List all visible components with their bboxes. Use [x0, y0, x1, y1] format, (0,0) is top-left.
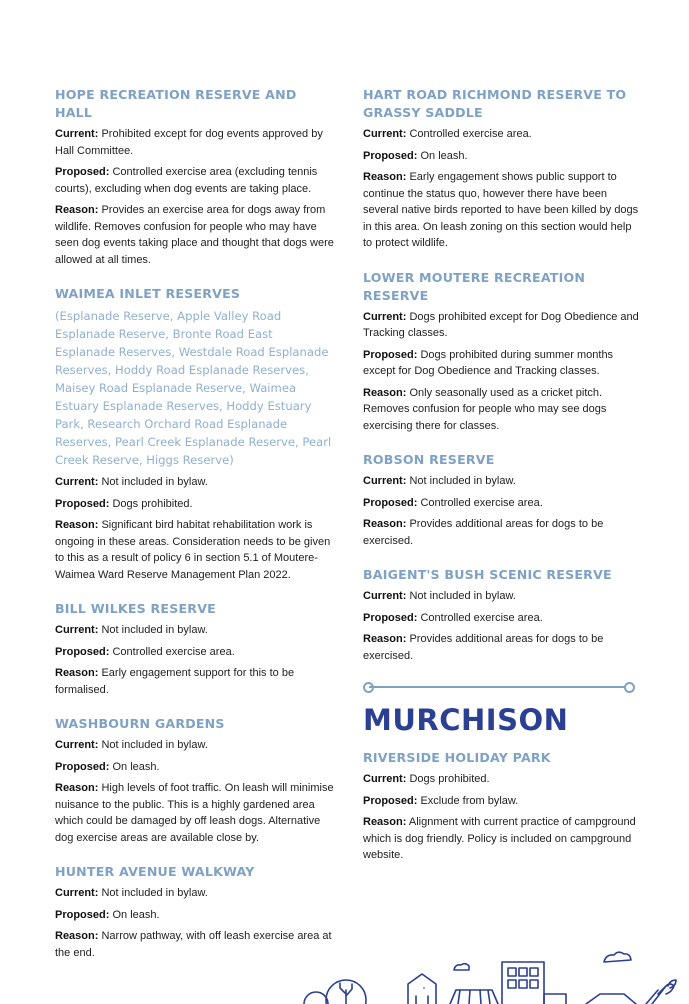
proposed-entry — [55, 907, 335, 924]
proposed-label: Proposed: — [363, 611, 418, 624]
section-title: HART ROAD RICHMOND RESERVE TO GRASSY SADDLE — [363, 87, 627, 120]
section-title: LOWER MOUTERE RECREATION RESERVE — [363, 269, 586, 303]
reserve-section-lower-moutere-recreation-reserve — [363, 269, 643, 435]
proposed-label: Proposed: — [55, 497, 110, 510]
proposed-entry — [55, 496, 335, 513]
reserve-section-baigent-s-bush-scenic-reserve — [363, 566, 643, 664]
reason-label: Reason: — [55, 667, 99, 679]
right-sections — [363, 86, 643, 664]
reason-entry — [363, 631, 643, 664]
current-label: Current: — [363, 475, 407, 487]
proposed-text: Controlled exercise area (excluding tennis courts), excluding when dog events are taking place. — [55, 166, 318, 195]
reason-entry — [363, 385, 643, 435]
proposed-text: On leash. — [112, 908, 160, 921]
current-label: Current: — [55, 476, 99, 488]
reason-entry — [363, 169, 643, 252]
proposed-entry — [363, 148, 643, 165]
section-title: RIVERSIDE HOLIDAY PARK — [363, 750, 551, 765]
section-title: WAIMEA INLET RESERVES — [55, 286, 241, 301]
reason-text: Early engagement shows public support to continue the status quo, however there have been several native birds reported to have been killed by dogs in this area. On leash zoning on this section would help to protect wildlife. — [363, 171, 639, 249]
proposed-label: Proposed: — [55, 645, 110, 658]
proposed-label: Proposed: — [55, 760, 110, 773]
current-entry — [363, 309, 643, 342]
proposed-entry — [55, 759, 335, 776]
proposed-label: Proposed: — [363, 496, 418, 509]
reason-text: High levels of foot traffic. On leash will minimise nuisance to the public. This is a highly gardened area which could be damaged by off leash dogs. Alternative dog exercise areas are available close by. — [55, 782, 334, 844]
reserve-section-waimea-inlet-reserves — [55, 285, 335, 583]
current-entry — [363, 771, 643, 788]
reserve-section-robson-reserve — [363, 451, 643, 549]
reserve-section-washbourn-gardens — [55, 715, 335, 846]
current-label: Current: — [55, 624, 99, 636]
reason-label: Reason: — [363, 633, 407, 645]
proposed-text: Dogs prohibited during summer months except for Dog Obedience and Tracking classes. — [363, 348, 614, 377]
proposed-text: Controlled exercise area. — [112, 645, 235, 658]
current-label: Current: — [363, 310, 407, 323]
reason-text: Provides additional areas for dogs to be exercised. — [363, 633, 604, 662]
reason-entry — [55, 202, 335, 268]
reserve-section-hope-recreation-reserve-and-hall — [55, 86, 335, 268]
reserve-section-hart-road-richmond-reserve-to-grassy-saddle — [363, 86, 643, 252]
current-entry — [55, 622, 335, 639]
reason-text: Narrow pathway, with off leash exercise area at the end. — [55, 930, 332, 959]
current-text: Controlled exercise area. — [409, 128, 532, 140]
divider-dot-icon — [624, 682, 635, 693]
proposed-entry — [363, 610, 643, 627]
section-divider — [363, 681, 635, 693]
reason-label: Reason: — [55, 519, 99, 531]
proposed-entry — [55, 164, 335, 197]
cloud-icon — [604, 952, 631, 962]
current-text: Not included in bylaw. — [101, 739, 208, 751]
current-label: Current: — [363, 590, 407, 602]
proposed-entry — [363, 347, 643, 380]
proposed-label: Proposed: — [363, 794, 418, 807]
proposed-label: Proposed: — [55, 908, 110, 921]
section-title: BILL WILKES RESERVE — [55, 601, 216, 616]
reason-entry — [363, 814, 643, 864]
awning-icon — [450, 990, 498, 1004]
left-column — [55, 86, 335, 978]
proposed-text: Exclude from bylaw. — [420, 794, 519, 807]
current-label: Current: — [55, 128, 99, 140]
proposed-text: Controlled exercise area. — [420, 496, 543, 509]
divider-line — [369, 686, 629, 688]
current-entry — [55, 885, 335, 902]
section-title: WASHBOURN GARDENS — [55, 716, 225, 731]
proposed-entry — [363, 793, 643, 810]
reserve-section-bill-wilkes-reserve — [55, 600, 335, 698]
reason-text: Alignment with current practice of campground which is dog friendly. Policy is included on campground website. — [363, 816, 636, 861]
reason-label: Reason: — [55, 930, 99, 942]
section-title: HOPE RECREATION RESERVE AND HALL — [55, 87, 297, 120]
reason-label: Reason: — [55, 782, 99, 794]
current-entry — [363, 473, 643, 490]
reserve-section-hunter-avenue-walkway — [55, 863, 335, 961]
current-label: Current: — [55, 739, 99, 751]
current-entry — [55, 737, 335, 754]
proposed-label: Proposed: — [363, 348, 418, 361]
proposed-entry — [363, 495, 643, 512]
proposed-text: On leash. — [420, 149, 468, 162]
region-sections — [363, 749, 643, 864]
current-text: Prohibited except for dog events approved by Hall Committee. — [55, 128, 323, 157]
current-entry — [55, 126, 335, 159]
cloud-icon — [454, 964, 469, 970]
house-icon — [408, 974, 436, 1004]
reason-text: Provides an exercise area for dogs away from wildlife. Removes confusion for people who may have seen dog events taking place and thought that dogs were allowed at all times. — [55, 204, 334, 266]
proposed-label: Proposed: — [55, 166, 110, 178]
current-label: Current: — [363, 773, 407, 785]
reason-text: Provides additional areas for dogs to be exercised. — [363, 518, 604, 547]
current-text: Not included in bylaw. — [409, 590, 516, 602]
plant-icon — [646, 980, 676, 1004]
current-text: Not included in bylaw. — [101, 476, 208, 488]
reason-label: Reason: — [363, 518, 407, 530]
current-text: Not included in bylaw. — [409, 475, 516, 487]
current-entry — [363, 588, 643, 605]
current-text: Not included in bylaw. — [101, 887, 208, 899]
proposed-entry — [55, 644, 335, 661]
section-title: HUNTER AVENUE WALKWAY — [55, 864, 255, 879]
reason-label: Reason: — [363, 171, 407, 183]
proposed-label: Proposed: — [363, 149, 418, 162]
current-text: Not included in bylaw. — [101, 624, 208, 636]
section-title: BAIGENT'S BUSH SCENIC RESERVE — [363, 567, 612, 582]
reason-text: Significant bird habitat rehabilitation work is ongoing in these areas. Consideration needs to be given to this as a result of policy 6 in section 5.1 of Moutere-Waimea Ward Reserve Management Plan 2022. — [55, 519, 331, 581]
reason-label: Reason: — [55, 204, 99, 216]
proposed-text: Dogs prohibited. — [112, 497, 193, 510]
section-title: ROBSON RESERVE — [363, 452, 495, 467]
proposed-text: On leash. — [112, 760, 160, 773]
proposed-text: Controlled exercise area. — [420, 611, 543, 624]
section-subtitle: (Esplanade Reserve, Apple Valley Road Esplanade Reserve, Bronte Road East Esplanade Reserves, Westdale Road Esplanade Reserves, Hoddy Road Esplanade Reserves, Maisey Road Esplanade Reserve, Waimea Estuary Esplanade Reserves, Hoddy Estuary Park, Research Orchard Road Esplanade Reserves, Pearl Creek Esplanade Reserve, Pearl Creek Reserve, Higgs Reserve) — [55, 309, 332, 467]
region-title: MURCHISON — [363, 703, 569, 737]
reason-text: Only seasonally used as a cricket pitch. Removes confusion for people who may see dogs exercising there for classes. — [363, 386, 607, 432]
reason-entry — [55, 517, 335, 583]
current-label: Current: — [363, 128, 407, 140]
reason-entry — [55, 780, 335, 846]
current-entry — [55, 474, 335, 491]
roof-icon — [586, 994, 636, 1004]
right-column — [363, 86, 643, 881]
reserve-section-riverside-holiday-park — [363, 749, 643, 864]
reason-entry — [55, 665, 335, 698]
current-label: Current: — [55, 887, 99, 899]
current-entry — [363, 126, 643, 143]
town-illustration — [290, 948, 689, 1004]
current-text: Dogs prohibited except for Dog Obedience and Tracking classes. — [363, 310, 639, 339]
current-text: Dogs prohibited. — [409, 773, 490, 785]
reason-text: Early engagement support for this to be formalised. — [55, 667, 295, 696]
reason-label: Reason: — [363, 816, 407, 828]
reason-entry — [363, 516, 643, 549]
reason-label: Reason: — [363, 386, 407, 399]
